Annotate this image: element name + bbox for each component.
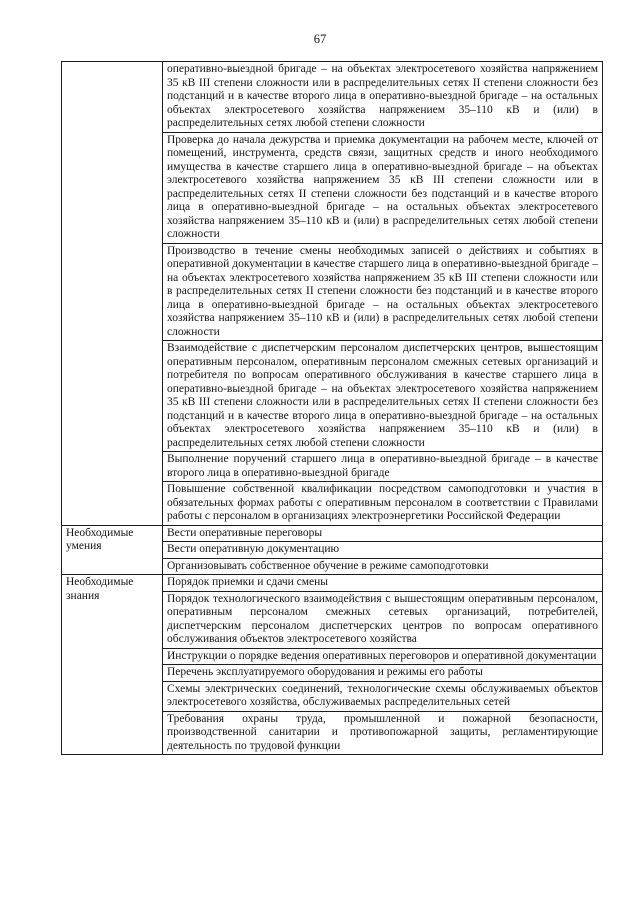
table-cell bbox=[163, 452, 603, 482]
table-cell bbox=[163, 591, 603, 648]
cell-text: оперативно-выездной бригаде – на объектах электросетевого хозяйства напряжением 35 кВ III степени сложности или в распределительных сетях II степени сложности без подстанций и в качестве второго лица в оперативно-выездной бригаде – на остальных объектах электросетевого хозяйства напряжением 35–110 кВ и (или) в распределительных сетях любой степени сложности bbox=[167, 63, 598, 129]
page-number: 67 bbox=[313, 32, 327, 46]
row-label-cell bbox=[62, 62, 163, 526]
table-cell bbox=[163, 341, 603, 452]
table-row bbox=[62, 525, 603, 542]
cell-text: Порядок технологического взаимодействия с вышестоящим оперативным персоналом, оперативным персоналом смежных сетевых организаций, потребителей, диспетчерским персоналом диспетчерских центров по вопросам оперативного обслуживания объектов электросетевого хозяйства bbox=[167, 592, 598, 645]
cell-text: Производство в течение смены необходимых записей о действиях и событиях в оперативной документации в качестве старшего лица в оперативно-выездной бригаде – на объектах электросетевого хозяйства напряжением 35 кВ III степени сложности или в распределительных сетях II степени сложности без подстанций и в качестве второго лица в оперативно-выездной бригаде – на остальных объектах электросетевого хозяйства напряжением 35–110 кВ и (или) в распределительных сетях любой степени сложности bbox=[167, 244, 598, 338]
table-cell bbox=[163, 62, 603, 133]
table-cell bbox=[163, 132, 603, 243]
cell-text: Взаимодействие с диспетчерским персоналом диспетчерских центров, вышестоящим оперативным персоналом, оперативным персоналом смежных сетевых организаций и потребителя по вопросам оперативного обслуживания в качестве старшего лица в оперативно-выездной бригаде – на объектах электросетевого хозяйства напряжением 35 кВ III степени сложности или в распределительных сетях II степени сложности без подстанций и в качестве второго лица в оперативно-выездной бригаде – на остальных объектах электросетевого хозяйства напряжением 35–110 кВ и (или) в распределительных сетях любой степени сложности bbox=[167, 342, 598, 449]
cell-text: Требования охраны труда, промышленной и пожарной безопасности, производственной санитарии и противопожарной защиты, регламентирующие деятельность по трудовой функции bbox=[167, 712, 598, 752]
table-cell bbox=[163, 482, 603, 526]
table-cell bbox=[163, 542, 603, 559]
cell-text: Организовывать собственное обучение в режиме самоподготовки bbox=[167, 559, 489, 572]
table-cell bbox=[163, 575, 603, 592]
cell-text: Вести оперативную документацию bbox=[167, 543, 340, 555]
table-row bbox=[62, 62, 603, 133]
table-cell bbox=[163, 681, 603, 711]
cell-text: Схемы электрических соединений, технологические схемы обслуживаемых объектов электросетевого хозяйства, обслуживаемых распределительных сетей bbox=[167, 682, 598, 708]
table-cell bbox=[163, 525, 603, 542]
qualification-table bbox=[61, 61, 603, 755]
table-row bbox=[62, 575, 603, 592]
table-cell bbox=[163, 243, 603, 341]
cell-text: Перечень эксплуатируемого оборудования и режимы его работы bbox=[167, 666, 483, 678]
table-cell bbox=[163, 648, 603, 665]
cell-text: Повышение собственной квалификации посредством самоподготовки и участия в обязательных формах работы с оперативным персоналом в соответствии с Правилами работы с персоналом в организациях электроэнергетики Российской Федерации bbox=[167, 483, 598, 522]
cell-text: Порядок приемки и сдачи смены bbox=[167, 576, 329, 588]
cell-text: Инструкции о порядке ведения оперативных переговоров и оперативной документации bbox=[167, 649, 597, 662]
table-cell bbox=[163, 558, 603, 575]
row-label-skills: Необходимые умения bbox=[62, 525, 163, 575]
table-cell bbox=[163, 711, 603, 755]
cell-text: Проверка до начала дежурства и приемка документации на рабочем месте, ключей от помещений, инструмента, средств связи, защитных средств и иного необходимого имущества в качестве старшего лица в оперативно-выездной бригаде – на объектах электросетевого хозяйства напряжением 35 кВ III степени сложности или в распределительных сетях II степени сложности без подстанций и в качестве второго лица в оперативно-выездной бригаде – на остальных объектах электросетевого хозяйства напряжением 35–110 кВ и (или) в распределительных сетях любой степени сложности bbox=[167, 133, 598, 240]
row-label-knowledge: Необходимые знания bbox=[62, 575, 163, 755]
cell-text: Вести оперативные переговоры bbox=[167, 526, 323, 539]
table-cell bbox=[163, 665, 603, 682]
cell-text: Выполнение поручений старшего лица в оперативно-выездной бригаде – в качестве второго лица в оперативно-выездной бригаде bbox=[167, 453, 598, 479]
